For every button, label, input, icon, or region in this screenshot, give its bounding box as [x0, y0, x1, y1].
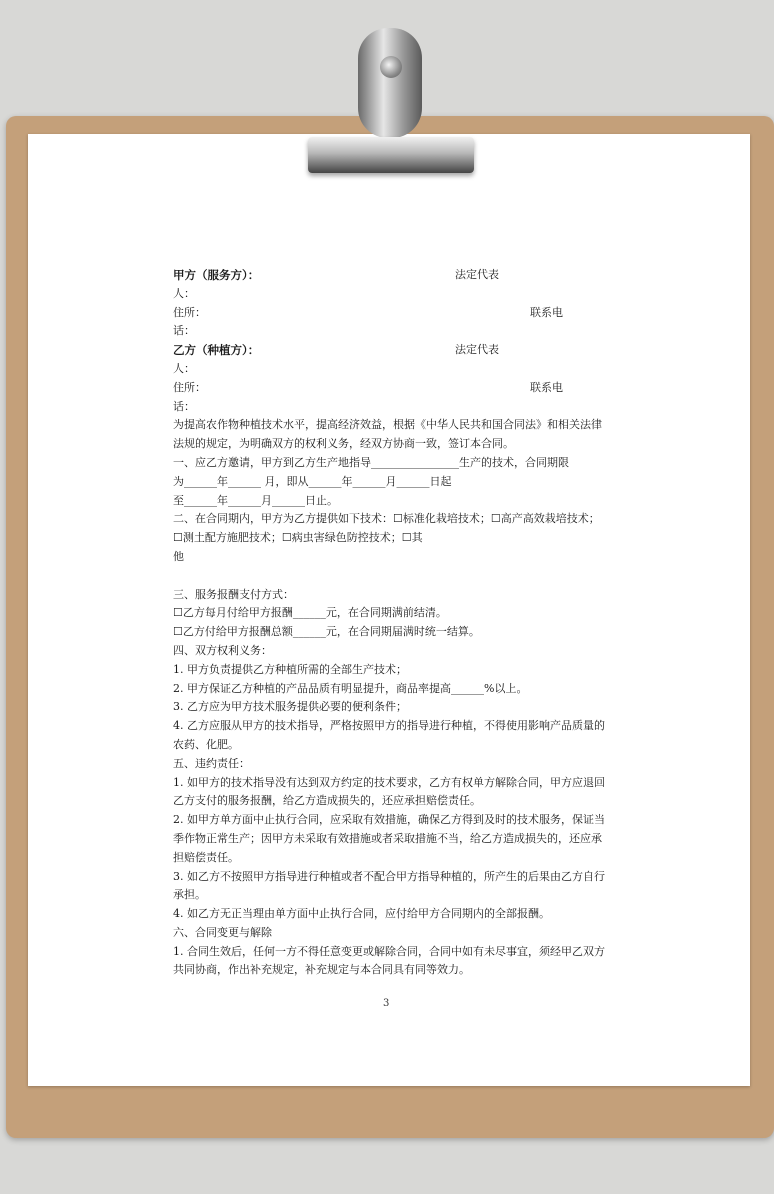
document-line [173, 924, 598, 943]
line-text: 4. 乙方应服从甲方的技术指导，严格按照甲方的指导进行种植，不得使用影响产品质量的 [173, 719, 605, 733]
document-line [173, 642, 598, 661]
line-text: 甲方（服务方）： [173, 268, 260, 282]
line-text: 3. 如乙方不按照甲方指导进行种植或者不配合甲方指导种植的，所产生的后果由乙方自行 [173, 869, 605, 883]
document-line [173, 416, 602, 435]
line-right-text: 联系电 [530, 380, 563, 394]
document-line [173, 868, 605, 887]
line-text: 三、服务报酬支付方式： [173, 587, 294, 601]
line-text: 话： [173, 324, 195, 338]
document-line [173, 943, 605, 962]
line-text: 住所： [173, 305, 206, 319]
document-line [173, 849, 598, 868]
line-text: 共同协商，作出补充规定，补充规定与本合同具有同等效力。 [173, 963, 470, 977]
line-text: 2. 甲方保证乙方种植的产品品质有明显提升，商品率提高______%以上。 [173, 681, 528, 695]
document-line [173, 680, 598, 699]
clip-base-icon [308, 137, 474, 173]
line-text: 1. 如甲方的技术指导没有达到双方约定的技术要求，乙方有权单方解除合同，甲方应退回 [173, 775, 605, 789]
line-text: 农药、化肥。 [173, 737, 239, 751]
document-line [173, 792, 598, 811]
document-line [173, 266, 598, 285]
line-text: 人： [173, 286, 195, 300]
clip-hole-icon [380, 56, 402, 78]
line-text: 1. 甲方负责提供乙方种植所需的全部生产技术； [173, 662, 407, 676]
line-text: 住所： [173, 380, 206, 394]
page-number: 3 [383, 998, 390, 1009]
line-text: 一、应乙方邀请，甲方到乙方生产地指导________________生产的技术，合同期限 [173, 455, 569, 469]
document-line [173, 529, 598, 548]
document-line [173, 548, 598, 567]
document-line [173, 492, 598, 511]
document-line [173, 717, 605, 736]
document-line [173, 379, 598, 398]
line-right-text: 联系电 [530, 305, 563, 319]
line-text: 人： [173, 361, 195, 375]
document-line [173, 661, 598, 680]
document-line [173, 567, 598, 586]
line-text: 四、双方权利义务： [173, 643, 272, 657]
line-text: ☐测土配方施肥技术；☐病虫害绿色防控技术；☐其 [173, 531, 423, 545]
document-line [173, 698, 598, 717]
document-line [173, 774, 605, 793]
line-text: 至______年______月______日止。 [173, 493, 338, 507]
document-line [173, 886, 598, 905]
document-line [173, 322, 598, 341]
line-text: 乙方（种植方）： [173, 343, 260, 358]
line-text: 2. 如甲方单方面中止执行合同，应采取有效措施，确保乙方得到及时的技术服务，保证当 [173, 813, 605, 827]
document-line [173, 905, 598, 924]
line-text: 他 [173, 549, 184, 563]
document-line [173, 454, 598, 473]
document-line [173, 510, 598, 529]
line-text: 二、在合同期内，甲方为乙方提供如下技术：☐标准化栽培技术；☐高产高效栽培技术； [173, 512, 600, 526]
line-text: ☐乙方每月付给甲方报酬______元，在合同期满前结清。 [173, 606, 447, 620]
line-text: 六、合同变更与解除 [173, 925, 272, 939]
line-text: 4. 如乙方无正当理由单方面中止执行合同，应付给甲方合同期内的全部报酬。 [173, 907, 550, 921]
line-text: 担赔偿责任。 [173, 850, 239, 864]
line-text: 为______年______ 月，即从______年______月______日起 [173, 474, 452, 488]
document-line [173, 304, 598, 323]
line-text: ☐乙方付给甲方报酬总额______元，在合同期届满时统一结算。 [173, 625, 480, 639]
document-line [173, 285, 598, 304]
document-line [173, 830, 602, 849]
document-line [173, 341, 598, 360]
document-line [173, 604, 598, 623]
line-text: 五、违约责任： [173, 756, 250, 770]
document-line [173, 755, 598, 774]
document-line [173, 961, 598, 980]
document-line [173, 398, 598, 417]
document-line [173, 473, 598, 492]
line-text: 乙方支付的服务报酬，给乙方造成损失的，还应承担赔偿责任。 [173, 794, 481, 808]
line-text: 话： [173, 399, 195, 413]
line-right-text: 法定代表 [455, 268, 499, 281]
document-line [173, 811, 605, 830]
line-text: 承担。 [173, 888, 206, 902]
clip-ring-icon [358, 28, 422, 138]
line-right-text: 法定代表 [455, 343, 499, 357]
line-text: 法规的规定，为明确双方的权利义务，经双方协商一致，签订本合同。 [173, 437, 514, 451]
document-line [173, 736, 598, 755]
line-text: 为提高农作物种植技术水平，提高经济效益，根据《中华人民共和国合同法》和相关法律 [173, 418, 602, 432]
line-text: 3. 乙方应为甲方技术服务提供必要的便利条件； [173, 700, 407, 714]
document-line [173, 586, 598, 605]
document-line [173, 360, 598, 379]
document-line [173, 623, 598, 642]
contract-body [173, 266, 605, 980]
line-text: 季作物正常生产；因甲方未采取有效措施或者采取措施不当，给乙方造成损失的，还应承 [173, 831, 602, 845]
document-line [173, 435, 598, 454]
line-text: 1. 合同生效后，任何一方不得任意变更或解除合同，合同中如有未尽事宜，须经甲乙双方 [173, 944, 605, 958]
